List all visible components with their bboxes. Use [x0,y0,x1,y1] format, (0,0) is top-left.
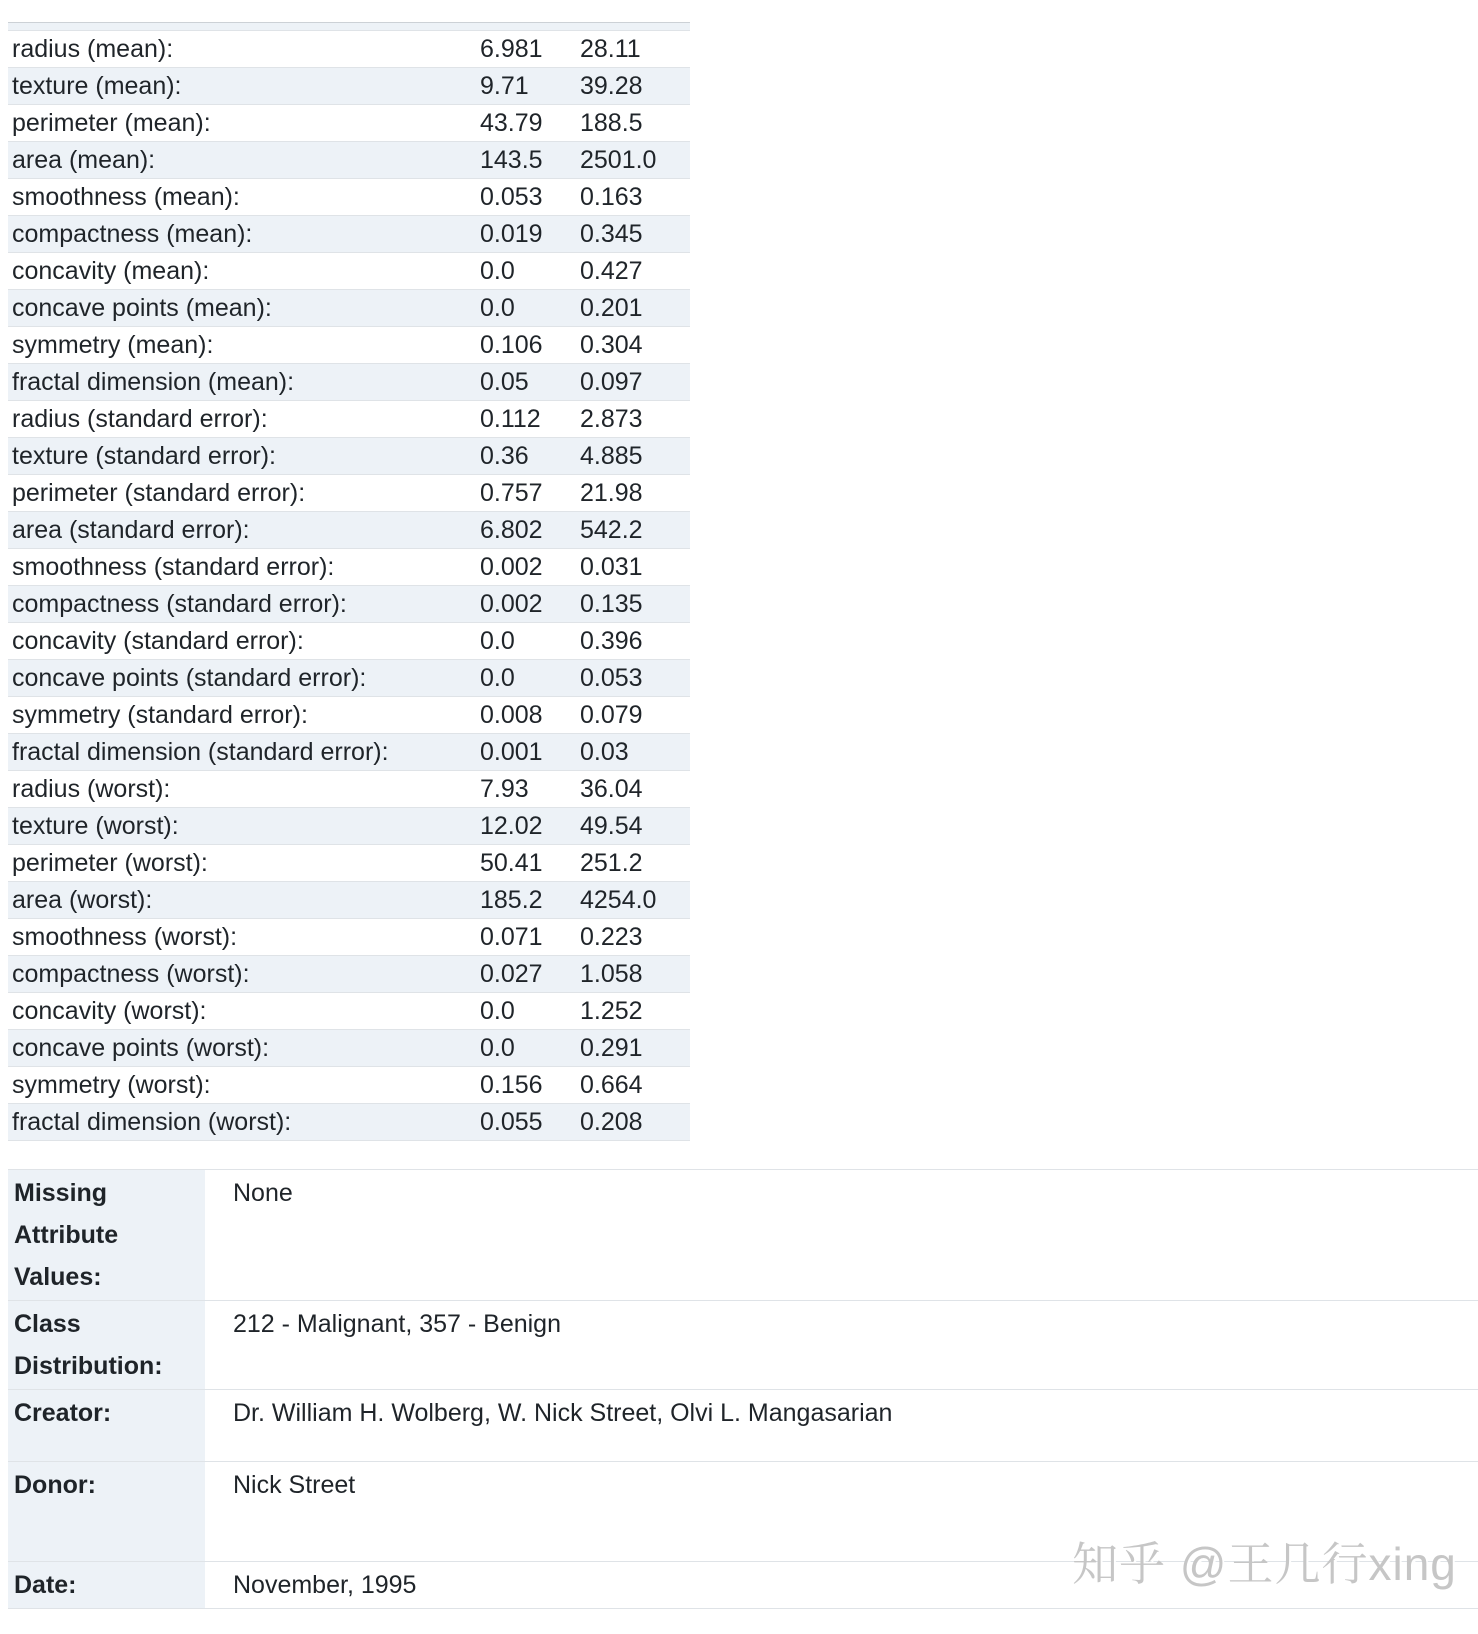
feature-max-value: 0.427 [580,256,643,285]
feature-max-value: 0.079 [580,700,643,729]
feature-min-value: 6.981 [480,34,543,63]
feature-max-value: 39.28 [580,71,643,100]
feature-min-value: 9.71 [480,71,529,100]
feature-max-value: 28.11 [580,34,641,63]
feature-max-value: 0.396 [580,626,643,655]
meta-label: Creator: [8,1390,205,1462]
table-row [8,1030,690,1067]
feature-label: fractal dimension (mean): [12,367,295,396]
feature-min-value: 0.36 [480,441,529,470]
table-row [8,475,690,512]
feature-label: area (mean): [12,145,156,174]
feature-label: radius (standard error): [12,404,268,433]
table-row [8,882,690,919]
feature-min-value: 143.5 [480,145,543,174]
feature-label: fractal dimension (worst): [12,1107,292,1136]
feature-max-value: 0.053 [580,663,643,692]
feature-min-value: 0.027 [480,959,543,988]
feature-max-value: 1.058 [580,959,643,988]
table-row [8,734,690,771]
feature-label: texture (mean): [12,71,182,100]
meta-label: Class Distribution: [8,1301,205,1390]
table-row [8,845,690,882]
table-row [8,290,690,327]
meta-value: None [233,1179,293,1207]
feature-max-value: 2501.0 [580,145,657,174]
feature-min-value: 7.93 [480,774,529,803]
feature-min-value: 0.0 [480,626,515,655]
feature-max-value: 4254.0 [580,885,657,914]
table-row [8,31,690,68]
table-row [8,1067,690,1104]
table-row [8,364,690,401]
table-row [8,808,690,845]
feature-max-value: 0.163 [580,182,643,211]
table-row [8,771,690,808]
feature-label: radius (mean): [12,34,174,63]
feature-min-value: 0.05 [480,367,529,396]
feature-max-value: 2.873 [580,404,643,433]
cropped-header-row [8,22,690,31]
feature-stats-table [8,31,690,1141]
meta-label: Missing Attribute Values: [8,1170,205,1301]
feature-label: concavity (worst): [12,996,207,1025]
feature-label: smoothness (standard error): [12,552,335,581]
table-row [8,401,690,438]
feature-min-value: 43.79 [480,108,543,137]
meta-value: November, 1995 [233,1571,417,1599]
table-row [8,623,690,660]
feature-min-value: 0.0 [480,293,515,322]
feature-min-value: 0.055 [480,1107,543,1136]
feature-label: area (standard error): [12,515,250,544]
table-row [8,1390,1478,1462]
feature-label: compactness (mean): [12,219,253,248]
feature-label: concave points (worst): [12,1033,270,1062]
table-row [8,660,690,697]
feature-max-value: 0.304 [580,330,643,359]
feature-max-value: 1.252 [580,996,643,1025]
feature-min-value: 12.02 [480,811,543,840]
table-row [8,438,690,475]
feature-label: concavity (standard error): [12,626,304,655]
table-row [8,1170,1478,1301]
meta-value: Dr. William H. Wolberg, W. Nick Street, Olvi L. Mangasarian [233,1399,893,1427]
feature-max-value: 0.345 [580,219,643,248]
feature-max-value: 0.135 [580,589,643,618]
table-row [8,327,690,364]
feature-max-value: 0.208 [580,1107,643,1136]
feature-label: smoothness (mean): [12,182,240,211]
table-row [8,68,690,105]
feature-max-value: 0.097 [580,367,643,396]
feature-min-value: 0.0 [480,663,515,692]
feature-label: perimeter (mean): [12,108,211,137]
feature-max-value: 21.98 [580,478,643,507]
feature-max-value: 4.885 [580,441,643,470]
feature-min-value: 0.071 [480,922,543,951]
feature-max-value: 49.54 [580,811,643,840]
feature-min-value: 0.0 [480,1033,515,1062]
feature-max-value: 0.201 [580,293,643,322]
feature-max-value: 251.2 [580,848,643,877]
feature-min-value: 0.002 [480,552,543,581]
feature-max-value: 188.5 [580,108,643,137]
feature-label: fractal dimension (standard error): [12,737,389,766]
table-row [8,697,690,734]
feature-label: concave points (mean): [12,293,272,322]
feature-max-value: 542.2 [580,515,643,544]
feature-max-value: 0.291 [580,1033,643,1062]
feature-label: texture (standard error): [12,441,276,470]
feature-label: compactness (standard error): [12,589,347,618]
table-row [8,919,690,956]
feature-label: perimeter (worst): [12,848,208,877]
meta-value: Nick Street [233,1471,356,1499]
feature-min-value: 0.0 [480,996,515,1025]
feature-label: perimeter (standard error): [12,478,306,507]
table-row [8,1104,690,1141]
table-row [8,549,690,586]
feature-min-value: 0.156 [480,1070,543,1099]
table-row [8,1301,1478,1390]
table-row [8,512,690,549]
feature-label: area (worst): [12,885,153,914]
feature-min-value: 0.106 [480,330,543,359]
feature-label: symmetry (worst): [12,1070,211,1099]
feature-min-value: 50.41 [480,848,543,877]
feature-label: radius (worst): [12,774,171,803]
feature-min-value: 0.001 [480,737,543,766]
feature-label: smoothness (worst): [12,922,238,951]
table-row [8,956,690,993]
feature-max-value: 0.664 [580,1070,643,1099]
feature-min-value: 6.802 [480,515,543,544]
feature-label: concave points (standard error): [12,663,367,692]
feature-label: symmetry (standard error): [12,700,308,729]
feature-max-value: 0.031 [580,552,643,581]
feature-min-value: 0.757 [480,478,543,507]
table-row [8,105,690,142]
feature-min-value: 0.019 [480,219,543,248]
table-row [8,179,690,216]
table-row [8,253,690,290]
table-row [8,586,690,623]
page [0,22,1478,1609]
feature-max-value: 0.03 [580,737,629,766]
feature-label: symmetry (mean): [12,330,214,359]
table-row [8,142,690,179]
zhihu-watermark: 知乎 @王几行xing [1072,1538,1457,1590]
feature-stats-body [8,31,690,1141]
feature-max-value: 0.223 [580,922,643,951]
meta-label: Date: [8,1562,205,1609]
table-row [8,216,690,253]
feature-min-value: 0.112 [480,404,541,433]
feature-min-value: 0.008 [480,700,543,729]
feature-min-value: 0.053 [480,182,543,211]
feature-min-value: 0.002 [480,589,543,618]
feature-label: concavity (mean): [12,256,210,285]
meta-label: Donor: [8,1462,205,1562]
feature-label: texture (worst): [12,811,179,840]
meta-value: 212 - Malignant, 357 - Benign [233,1310,561,1338]
feature-max-value: 36.04 [580,774,643,803]
feature-label: compactness (worst): [12,959,250,988]
table-row [8,993,690,1030]
feature-min-value: 0.0 [480,256,515,285]
feature-min-value: 185.2 [480,885,543,914]
